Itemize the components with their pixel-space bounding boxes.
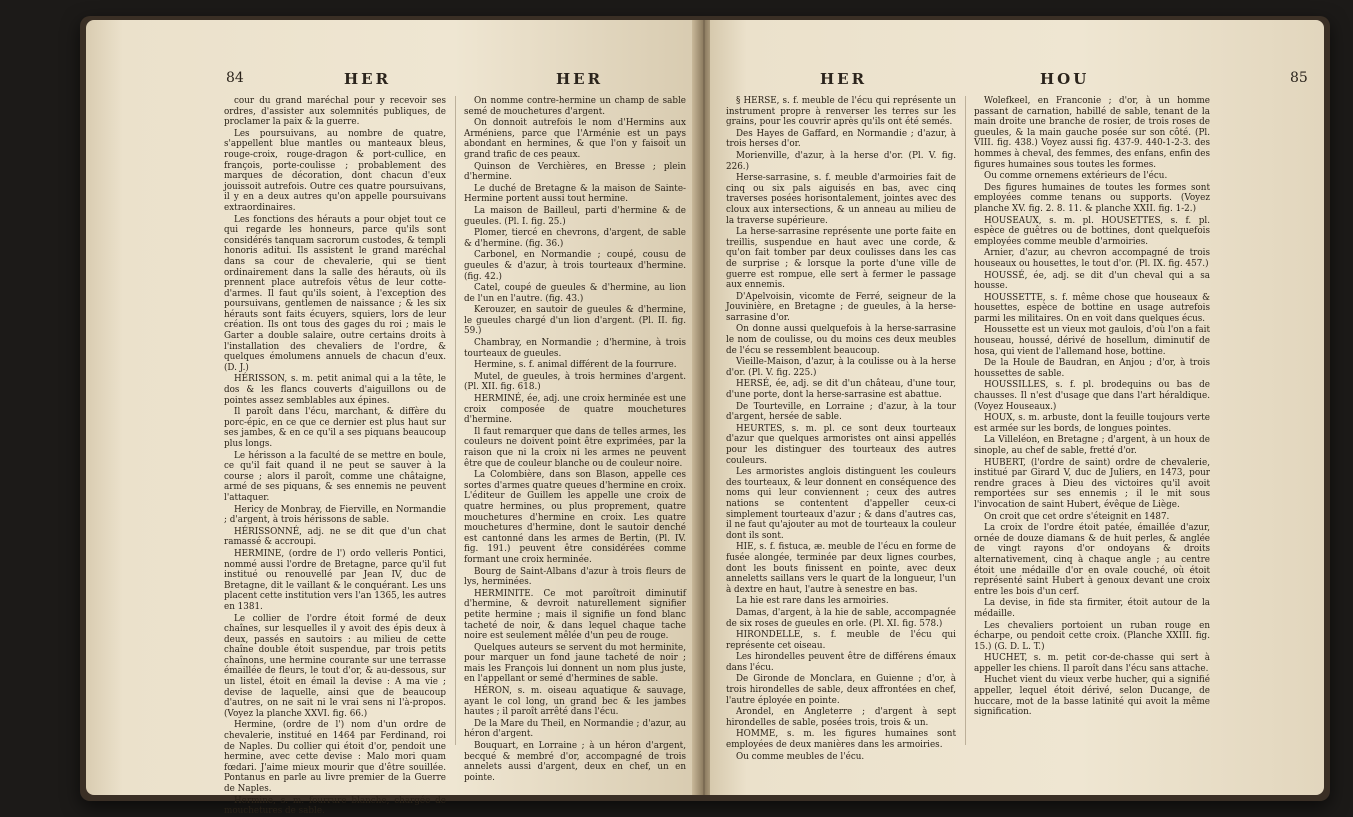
paragraph: Catel, coupé de gueules & d'hermine, au lion de l'un en l'autre. (fig. 43.) xyxy=(464,283,686,304)
paragraph: Quinson de Verchières, en Bresse ; plein d'hermine. xyxy=(464,161,686,183)
paragraph: Des figures humaines de toutes les formes sont employées comme tenans ou supports. (Voyez planche XV. fig. 2. 8. 11. & planche XXII. fig. 1-2.) xyxy=(974,182,1210,214)
right-page-header xyxy=(710,70,1324,96)
paragraph: Arondel, en Angleterre ; d'argent à sept hirondelles de sable, posées trois, trois & un. xyxy=(726,707,956,728)
paragraph: Huchet vient du vieux verbe hucher, qui a signifié appeller, lequel étoit dérivé, selon Ducange, de huccare, mot de la basse latinité qui avoit la même signification. xyxy=(974,675,1210,718)
paragraph: Carbonel, en Normandie ; coupé, cousu de gueules & d'azur, à trois tourteaux d'hermine. (fig. 42.) xyxy=(464,250,686,282)
paragraph: HUCHET, s. m. petit cor-de-chasse qui sert à appeller les chiens. Il paroît dans l'écu sans attache. xyxy=(974,653,1210,674)
paragraph: Les poursuivans, au nombre de quatre, s'appellent blue mantles ou manteaux bleus, rouge-croix, rouge-dragon & port-cullice, en françois, porte-coulisse ; probablement des marques de décoration, dont chacun d'eux jouissoit autrefois. Outre ces quatre poursuivans, il y en a deux autres qu'on appelle poursuivans extraordinaires. xyxy=(224,128,446,213)
paragraph: Chambray, en Normandie ; d'hermine, à trois tourteaux de gueules. xyxy=(464,338,686,359)
paragraph: On donnoit autrefois le nom d'Hermins aux Arméniens, parce que l'Arménie est un pays abondant en hermines, & que l'on y faisoit un grand trafic de ces peaux. xyxy=(464,118,686,160)
paragraph: La devise, in fide sta firmiter, étoit autour de la médaille. xyxy=(974,598,1210,619)
left-page-number: 84 xyxy=(226,70,244,86)
paragraph: HIRONDELLE, s. f. meuble de l'écu qui représente cet oiseau. xyxy=(726,630,956,651)
paragraph: Vieille-Maison, d'azur, à la coulisse ou à la herse d'or. (Pl. V. fig. 225.) xyxy=(726,357,956,378)
paragraph: Wolefkeel, en Franconie ; d'or, à un homme passant de carnation, habillé de sable, tenant de la main droite une branche de rosier, de trois roses de gueules, & la main gauche posée sur son côté. (Pl. VIII. fig. 438.) Voyez aussi fig. 437-9. 440-1-2-3. des hommes à cheval, des femmes, des enfans, enfin des figures humaines sous toutes les formes. xyxy=(974,96,1210,170)
paragraph: Damas, d'argent, à la hie de sable, accompagnée de six roses de gueules en orle. (Pl. XI. fig. 578.) xyxy=(726,607,956,629)
paragraph: On croit que cet ordre s'éteignit en 1487. xyxy=(984,511,1170,522)
paragraph: § HERSE, s. f. meuble de l'écu qui représente un instrument propre à renverser les terres sur les grains, pour les couvrir après qu'ils ont été semés. xyxy=(726,96,956,128)
paragraph: Il faut remarquer que dans de telles armes, les couleurs ne doivent point être exprimées, par la raison que ni la croix ni les armes ne peuvent être que de couleur blanche ou de couleur noire. xyxy=(464,426,686,469)
paragraph: HERMINE, (ordre de l') ordo velleris Pontici, nommé aussi l'ordre de Bretagne, parce qu'il fut institué ou renouvellé par Jean IV, duc de Bretagne, dit le vaillant & le conquérant. Les uns placent cette institution vers l'an 1365, les autres en 1381. xyxy=(224,548,446,612)
left-header-title-1: HER xyxy=(344,70,392,88)
paragraph: HIE, s. f. fistuca, æ. meuble de l'écu en forme de fusée alongée, terminée par deux lignes courbes, dont les bouts finissent en pointe, avec deux anneletts saillans vers le quart de la longueur, l'un à dextre en haut, l'autre à senestre en bas. xyxy=(726,542,956,595)
paragraph: Hermine, (ordre de l') nom d'un ordre de chevalerie, institué en 1464 par Ferdinand, roi de Naples. Du collier qui étoit d'or, pendoit une hermine, avec cette devise : Malo mori quam fœdari. J'aime mieux mourir que d'être souillée. Pontanus en parle au livre premier de la Guerre de Naples. xyxy=(224,720,446,794)
paragraph: D'Apelvoisin, vicomte de Ferré, seigneur de la Jouvinière, en Bretagne ; de gueules, à la herse-sarrasine d'or. xyxy=(726,291,956,323)
paragraph: Quelques auteurs se servent du mot herminite, pour marquer un fond jaune tacheté de noir ; mais les François lui donnent un nom plus juste, en l'appellant or semé d'hermines de sable. xyxy=(464,642,686,685)
paragraph: De la Mare du Theil, en Normandie ; d'azur, au héron d'argent. xyxy=(464,718,686,740)
right-header-title-2: HOU xyxy=(1040,70,1090,88)
left-column-rule xyxy=(455,96,456,745)
paragraph: Les armoristes anglois distinguent les couleurs des tourteaux, & leur donnent en conséquence des noms qui leur conviennent ; ceux des autres nations se contentent d'appeller ceux-ci simplement tourteaux d'azur ; & dans d'autres cas, il ne faut qu'ajouter au mot de tourteaux la couleur dont ils sont. xyxy=(726,467,956,541)
right-page-number: 85 xyxy=(1290,70,1308,86)
paragraph: La Colombière, dans son Blason, appelle ces sortes d'armes quatre queues d'hermine en croix. L'éditeur de Guillem les appelle une croix de quatre hermines, ou plus proprement, quatre mouchetures d'hermine en croix. Les quatre mouchetures d'hermine, dont le sautoir denché est cantonné dans les armes de Bertin, (Pl. IV. fig. 191.) peuvent être considérées comme formant une croix herminée. xyxy=(464,470,687,565)
paragraph: HUBERT, (l'ordre de saint) ordre de chevalerie, institué par Girard V, duc de Juliers, en 1473, pour rendre graces à Dieu des victoires qu'il avoit remportées sur ses ennemis ; il le mit sous l'invocation de saint Hubert, évêque de Liège. xyxy=(974,457,1210,510)
paragraph: Il paroît dans l'écu, marchant, & diffère du porc-épic, en ce que ce dernier est plus haut sur ses jambes, & en ce qu'il a ses piquans beaucoup plus longs. xyxy=(224,407,446,449)
paragraph: HERMINÉ, ée, adj. une croix herminée est une croix composée de quatre mouchetures d'hermine. xyxy=(464,394,686,426)
paragraph: Les chevaliers portoient un ruban rouge en écharpe, ou pendoit cette croix. (Planche XXIII. fig. 15.) (G. D. L. T.) xyxy=(974,620,1210,652)
paragraph: Hermine, s. m. fourrure blanche, chargée de mouchetures de sable. xyxy=(224,795,446,817)
paragraph: La herse-sarrasine représente une porte faite en treillis, suspendue en haut avec une corde, & qu'on fait tomber par deux coulisses dans les cas de surprise ; & lorsque la porte d'une ville de guerre est rompue, elle sert à fermer le passage aux ennemis. xyxy=(726,227,956,291)
paragraph: HÉRISSON, s. m. petit animal qui a la tête, le dos & les flancs couverts d'aiguillons ou de pointes assez semblables aux épines. xyxy=(224,374,446,406)
paragraph: HOUSSETTE, s. f. même chose que houseaux & housettes, espèce de bottine en usage autrefois parmi les militaires. On en voit dans quelques écus. xyxy=(974,292,1210,324)
paragraph: Herse-sarrasine, s. f. meuble d'armoiries fait de cinq ou six pals aiguisés en bas, avec cinq traverses posées horisontalement, jointes avec des cloux aux intersections, & un anneau au milieu de la traverse supérieure. xyxy=(726,173,956,226)
paragraph: Morienville, d'azur, à la herse d'or. (Pl. V. fig. 226.) xyxy=(726,150,956,172)
paragraph: HEURTES, s. m. pl. ce sont deux tourteaux d'azur que quelques armoristes ont ainsi appellés pour les distinguer des tourteaux des autres couleurs. xyxy=(726,423,956,466)
open-book xyxy=(80,16,1330,817)
paragraph: HOUSSILLES, s. f. pl. brodequins ou bas de chausses. Il n'est d'usage que dans l'art héraldique. (Voyez Houseaux.) xyxy=(974,380,1210,412)
right-page-column-2 xyxy=(974,96,1210,775)
paragraph: Les hirondelles peuvent être de différens émaux dans l'écu. xyxy=(726,652,956,673)
paragraph: Arnier, d'azur, au chevron accompagné de trois houseaux ou housettes, le tout d'or. (Pl. IX. fig. 457.) xyxy=(974,248,1210,269)
paragraph: De Tourteville, en Lorraine ; d'azur, à la tour d'argent, hersée de sable. xyxy=(726,401,956,423)
paragraph: On donne aussi quelquefois à la herse-sarrasine le nom de coulisse, ou du moins ces deux meubles de l'écu se ressemblent beaucoup. xyxy=(726,324,956,356)
paragraph: La croix de l'ordre étoit patée, émaillée d'azur, ornée de douze diamans & de huit perles, & anglée de vingt rayons d'or ondoyans & droits alternativement, cinq à chaque angle ; au centre étoit une médaille d'or en ovale couché, où étoit représenté saint Hubert à genoux devant une croix entre les bois d'un cerf. xyxy=(974,523,1210,597)
paragraph: Le collier de l'ordre étoit formé de deux chaînes, sur lesquelles il y avoit des épis deux à deux, passés en sautoirs : au milieu de cette chaîne double étoit suspendue, par trois petits chaînons, une hermine courante sur une terrasse émaillée de fleurs, le tout d'or, & au-dessous, sur un listel, étoit en émail la devise : A ma vie ; devise de laquelle, ainsi que de beaucoup d'autres, on ne sait ni le vrai sens ni l'à-propos. (Voyez la planche XXVI. fig. 66.) xyxy=(224,613,446,719)
paragraph: De la Houle de Baudran, en Anjou ; d'or, à trois houssettes de sable. xyxy=(974,358,1210,379)
paragraph: HOUSEAUX, s. m. pl. HOUSETTES, s. f. pl. espèce de guêtres ou de bottines, dont quelquefois employées comme meuble d'armoiries. xyxy=(974,215,1210,247)
paragraph: Le hérisson a la faculté de se mettre en boule, ce qu'il fait quand il ne peut se sauver à la course ; alors il paroît, comme une châtaigne, armé de ses piquans, & ses ennemis ne peuvent l'attaquer. xyxy=(224,450,446,503)
paragraph: Bouquart, en Lorraine ; à un héron d'argent, becqué & membré d'or, accompagné de trois annelets aussi d'argent, deux en chef, un en pointe. xyxy=(464,741,686,783)
paragraph: Hericy de Monbray, de Fierville, en Normandie ; d'argent, à trois hérissons de sable. xyxy=(224,504,446,526)
paragraph: Les fonctions des hérauts a pour objet tout ce qui regarde les honneurs, parce qu'ils sont considérés tanquam sacrorum custodes, & templi honoris aditui. Ils assistent le grand maréchal dans sa cour de chevalerie, qui se tient ordinairement dans la salle des hérauts, où ils prennent place autrefois vêtus de leur cotte-d'armes. Il faut qu'ils soient, à l'exception des poursuivans, gentlemen de naissance ; & les six hérauts sont faits écuyers, squiers, lors de leur création. Ils ont tous des gages du roi ; mais le Garter a double salaire, outre certains droits à l'installation des chevaliers de l'ordre, & quelques émolumens annuels de chacun d'eux. (D. J.) xyxy=(224,214,446,373)
paragraph: HÉRISSONNÉ, adj. ne se dit que d'un chat ramassé & accroupi. xyxy=(224,526,446,548)
left-page-column-2 xyxy=(464,96,687,783)
paragraph: Ou comme meubles de l'écu. xyxy=(736,751,865,762)
paragraph: La hie est rare dans les armoiries. xyxy=(736,596,889,607)
paragraph: Bourg de Saint-Albans d'azur à trois fleurs de lys, herminées. xyxy=(464,566,686,588)
paragraph: HOMME, s. m. les figures humaines sont employées de deux manières dans les armoiries. xyxy=(726,729,956,751)
left-page xyxy=(86,20,698,817)
right-page-column-1 xyxy=(726,96,956,775)
paragraph: Hermine, s. f. animal différent de la fourrure. xyxy=(474,360,677,371)
left-page-column-1 xyxy=(224,96,446,817)
right-header-title-1: HER xyxy=(820,70,868,88)
paragraph: cour du grand maréchal pour y recevoir ses ordres, d'assister aux solemnités publiques, de proclamer la paix & la guerre. xyxy=(224,96,446,128)
paragraph: La Villeléon, en Bretagne ; d'argent, à un houx de sinople, au chef de sable, fretté d'or. xyxy=(974,435,1210,456)
paragraph: Ou comme ornemens extérieurs de l'écu. xyxy=(984,171,1168,182)
paragraph: Plomer, tiercé en chevrons, d'argent, de sable & d'hermine. (fig. 36.) xyxy=(464,228,686,249)
left-page-header xyxy=(86,70,698,96)
paragraph: On nomme contre-hermine un champ de sable semé de mouchetures d'argent. xyxy=(464,96,686,117)
paragraph: La maison de Bailleul, parti d'hermine & de gueules. (Pl. I. fig. 25.) xyxy=(464,205,686,227)
left-header-title-2: HER xyxy=(556,70,604,88)
paragraph: HERSÉ, ée, adj. se dit d'un château, d'une tour, d'une porte, dont la herse-sarrasine est abattue. xyxy=(726,379,956,401)
paragraph: Houssette est un vieux mot gaulois, d'où l'on a fait houseau, houssé, dérivé de hosellum, diminutif de hosa, qui vient de l'allemand hose, bottine. xyxy=(974,325,1210,357)
right-column-rule xyxy=(965,96,966,745)
paragraph: HÉRON, s. m. oiseau aquatique & sauvage, ayant le col long, un grand bec & les jambes hautes ; il paroît arrêté dans l'écu. xyxy=(464,686,686,718)
paragraph: Le duché de Bretagne & la maison de Sainte-Hermine portent aussi tout hermine. xyxy=(464,183,686,205)
right-page xyxy=(710,20,1324,795)
paragraph: HERMINITE. Ce mot paroîtroit diminutif d'hermine, & devroit naturellement signifier petite hermine ; mais il signifie un fond blanc tacheté de noir, & dans lequel chaque tache noire est seulement mêlée d'un peu de rouge. xyxy=(464,588,686,642)
paragraph: HOUX, s. m. arbuste, dont la feuille toujours verte est armée sur les bords, de longues pointes. xyxy=(974,413,1210,434)
paragraph: Des Hayes de Gaffard, en Normandie ; d'azur, à trois herses d'or. xyxy=(726,128,956,150)
paragraph: HOUSSÉ, ée, adj. se dit d'un cheval qui a sa housse. xyxy=(974,270,1210,292)
paragraph: Kerouzer, en sautoir de gueules & d'hermine, le gueules chargé d'un lion d'argent. (Pl. II. fig. 59.) xyxy=(464,305,686,337)
paragraph: Mutel, de gueules, à trois hermines d'argent. (Pl. XII. fig. 618.) xyxy=(464,371,686,393)
paragraph: De Gironde de Monclara, en Guienne ; d'or, à trois hirondelles de sable, deux affrontées en chef, l'autre éployée en pointe. xyxy=(726,674,956,706)
